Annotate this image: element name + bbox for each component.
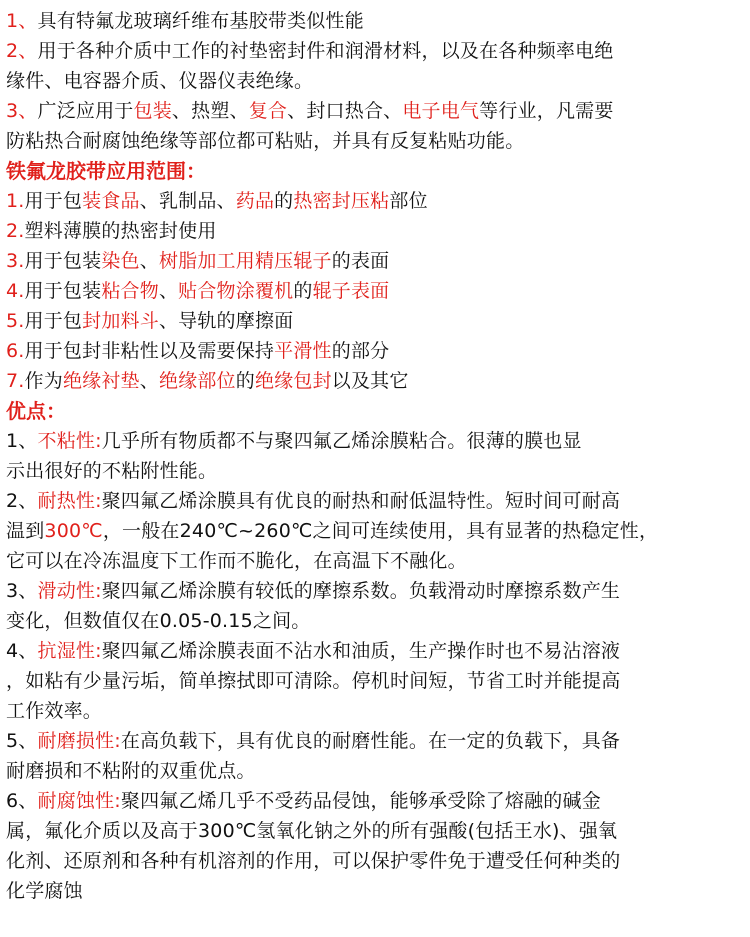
feature-line xyxy=(6,126,744,156)
body-text: 化学腐蚀 xyxy=(6,880,83,902)
body-text: 耐磨损和不粘附的双重优点。 xyxy=(6,760,256,782)
highlight-text: 3. xyxy=(6,250,25,272)
advantages-section xyxy=(6,426,744,906)
body-text: 聚四氟乙烯涂膜表面不沾水和油质，生产操作时也不易沾溶液 xyxy=(101,640,621,662)
application-item xyxy=(6,336,744,366)
feature-line xyxy=(6,6,744,36)
body-text: 工作效率。 xyxy=(6,700,103,722)
body-text: 聚四氟乙烯几乎不受药品侵蚀，能够承受除了熔融的碱金 xyxy=(120,790,601,812)
highlight-text: 6. xyxy=(6,340,25,362)
advantage-line xyxy=(6,426,744,456)
highlight-text: 粘合物 xyxy=(101,280,159,302)
body-text: 聚四氟乙烯涂膜有较低的摩擦系数。负载滑动时摩擦系数产生 xyxy=(101,580,621,602)
highlight-text: 3、 xyxy=(6,100,38,122)
highlight-text: 复合 xyxy=(248,100,288,122)
body-text: 变化，但数值仅在0.05-0.15之间。 xyxy=(6,610,311,632)
advantage-line xyxy=(6,726,744,756)
highlight-text: 装食品 xyxy=(82,190,140,212)
body-text: 塑料薄膜的热密封使用 xyxy=(24,220,217,242)
highlight-text: 不粘性: xyxy=(37,430,102,452)
highlight-text: 封加料斗 xyxy=(82,310,159,332)
body-text: 、 xyxy=(158,280,179,302)
highlight-text: 1. xyxy=(6,190,25,212)
advantage-line xyxy=(6,666,744,696)
application-heading: 铁氟龙胶带应用范围： xyxy=(6,159,206,183)
body-text: 的 xyxy=(235,370,255,392)
feature-line xyxy=(6,96,744,126)
highlight-text: 2、 xyxy=(6,40,38,62)
body-text: 聚四氟乙烯涂膜具有优良的耐热和耐低温特性。短时间可耐高 xyxy=(101,490,621,512)
body-text: 作为 xyxy=(24,370,63,392)
highlight-text: 2. xyxy=(6,220,25,242)
advantage-line xyxy=(6,846,744,876)
highlight-text: 包装 xyxy=(133,100,172,122)
highlight-text: 耐磨损性: xyxy=(37,730,121,752)
highlight-text: 平滑性 xyxy=(274,340,332,362)
body-text: 它可以在冷冻温度下工作而不脆化，在高温下不融化。 xyxy=(6,550,467,572)
advantages-heading: 优点： xyxy=(6,399,66,423)
highlight-text: 绝缘衬垫 xyxy=(62,370,140,392)
application-item xyxy=(6,276,744,306)
highlight-text: 药品 xyxy=(235,190,275,212)
highlight-text: 1、 xyxy=(6,10,38,32)
body-text: 、 xyxy=(139,250,159,272)
advantage-line xyxy=(6,606,744,636)
body-text: 、 xyxy=(139,370,159,392)
body-text: 缘件、电容器介质、仪器仪表绝缘。 xyxy=(6,70,314,92)
body-text: 、导轨的摩擦面 xyxy=(158,310,294,332)
body-text: 的 xyxy=(274,190,294,212)
advantage-line xyxy=(6,456,744,486)
application-item xyxy=(6,246,744,276)
highlight-text: 树脂加工用精压辊子 xyxy=(158,250,332,272)
body-text: 属，氟化介质以及高于300℃氢氧化钠之外的所有强酸(包括王水)、强氧 xyxy=(6,820,618,842)
features-section xyxy=(6,6,744,156)
body-text: 用于包 xyxy=(24,190,83,212)
application-item xyxy=(6,186,744,216)
advantage-line xyxy=(6,876,744,906)
advantage-line xyxy=(6,756,744,786)
body-text: 的部分 xyxy=(331,340,390,362)
body-text: 温到 xyxy=(6,520,45,542)
advantage-line xyxy=(6,516,744,546)
body-text: 3、 xyxy=(6,580,38,602)
body-text: 的表面 xyxy=(331,250,390,272)
advantage-line xyxy=(6,786,744,816)
feature-line xyxy=(6,66,744,96)
highlight-text: 7. xyxy=(6,370,25,392)
body-text: 6、 xyxy=(6,790,38,812)
highlight-text: 300℃ xyxy=(44,520,103,542)
body-text: 、封口热合、 xyxy=(287,100,403,122)
body-text: 化剂、还原剂和各种有机溶剂的作用，可以保护零件免于遭受任何种类的 xyxy=(6,850,621,872)
body-text: 在高负载下，具有优良的耐磨性能。在一定的负载下，具备 xyxy=(120,730,621,752)
body-text: 部位 xyxy=(389,190,428,212)
highlight-text: 抗湿性: xyxy=(37,640,102,662)
highlight-text: 辊子表面 xyxy=(312,280,390,302)
body-text: ，如粘有少量污垢，简单擦拭即可清除。停机时间短，节省工时并能提高 xyxy=(6,670,621,692)
highlight-text: 热密封压粘 xyxy=(293,190,390,212)
body-text: 防粘热合耐腐蚀绝缘等部位都可粘贴，并具有反复粘贴功能。 xyxy=(6,130,525,152)
highlight-text: 电子电气 xyxy=(402,100,480,122)
body-text: 4、 xyxy=(6,640,38,662)
application-item xyxy=(6,216,744,246)
applications-section xyxy=(6,186,744,396)
body-text: 2、 xyxy=(6,490,38,512)
body-text: 用于各种介质中工作的衬垫密封件和润滑材料，以及在各种频率电绝 xyxy=(37,40,614,62)
application-item xyxy=(6,366,744,396)
body-text: 具有特氟龙玻璃纤维布基胶带类似性能 xyxy=(37,10,364,32)
body-text: 以及其它 xyxy=(331,370,409,392)
highlight-text: 滑动性: xyxy=(37,580,102,602)
body-text: 、热塑、 xyxy=(171,100,249,122)
body-text: 广泛应用于 xyxy=(37,100,134,122)
advantage-line xyxy=(6,546,744,576)
highlight-text: 贴合物涂覆机 xyxy=(178,280,294,302)
highlight-text: 绝缘部位 xyxy=(158,370,236,392)
body-text: 用于包装 xyxy=(24,280,102,302)
highlight-text: 4. xyxy=(6,280,25,302)
advantage-line xyxy=(6,696,744,726)
body-text: 、乳制品、 xyxy=(139,190,236,212)
advantage-line xyxy=(6,636,744,666)
body-text: 5、 xyxy=(6,730,38,752)
highlight-text: 染色 xyxy=(101,250,140,272)
highlight-text: 绝缘包封 xyxy=(254,370,332,392)
feature-line xyxy=(6,36,744,66)
advantage-line xyxy=(6,486,744,516)
body-text: 1、 xyxy=(6,430,38,452)
body-text: 用于包 xyxy=(24,310,83,332)
body-text: 的 xyxy=(293,280,313,302)
highlight-text: 5. xyxy=(6,310,25,332)
body-text: ，一般在240℃~260℃之间可连续使用，具有显著的热稳定性， xyxy=(102,520,659,542)
advantage-line xyxy=(6,816,744,846)
highlight-text: 耐热性: xyxy=(37,490,102,512)
body-text: 示出很好的不粘附性能。 xyxy=(6,460,218,482)
application-item xyxy=(6,306,744,336)
highlight-text: 耐腐蚀性: xyxy=(37,790,121,812)
body-text: 几乎所有物质都不与聚四氟乙烯涂膜粘合。很薄的膜也显 xyxy=(101,430,582,452)
body-text: 用于包封非粘性以及需要保持 xyxy=(24,340,275,362)
advantage-line xyxy=(6,576,744,606)
body-text: 等行业，凡需要 xyxy=(479,100,614,122)
body-text: 用于包装 xyxy=(24,250,102,272)
